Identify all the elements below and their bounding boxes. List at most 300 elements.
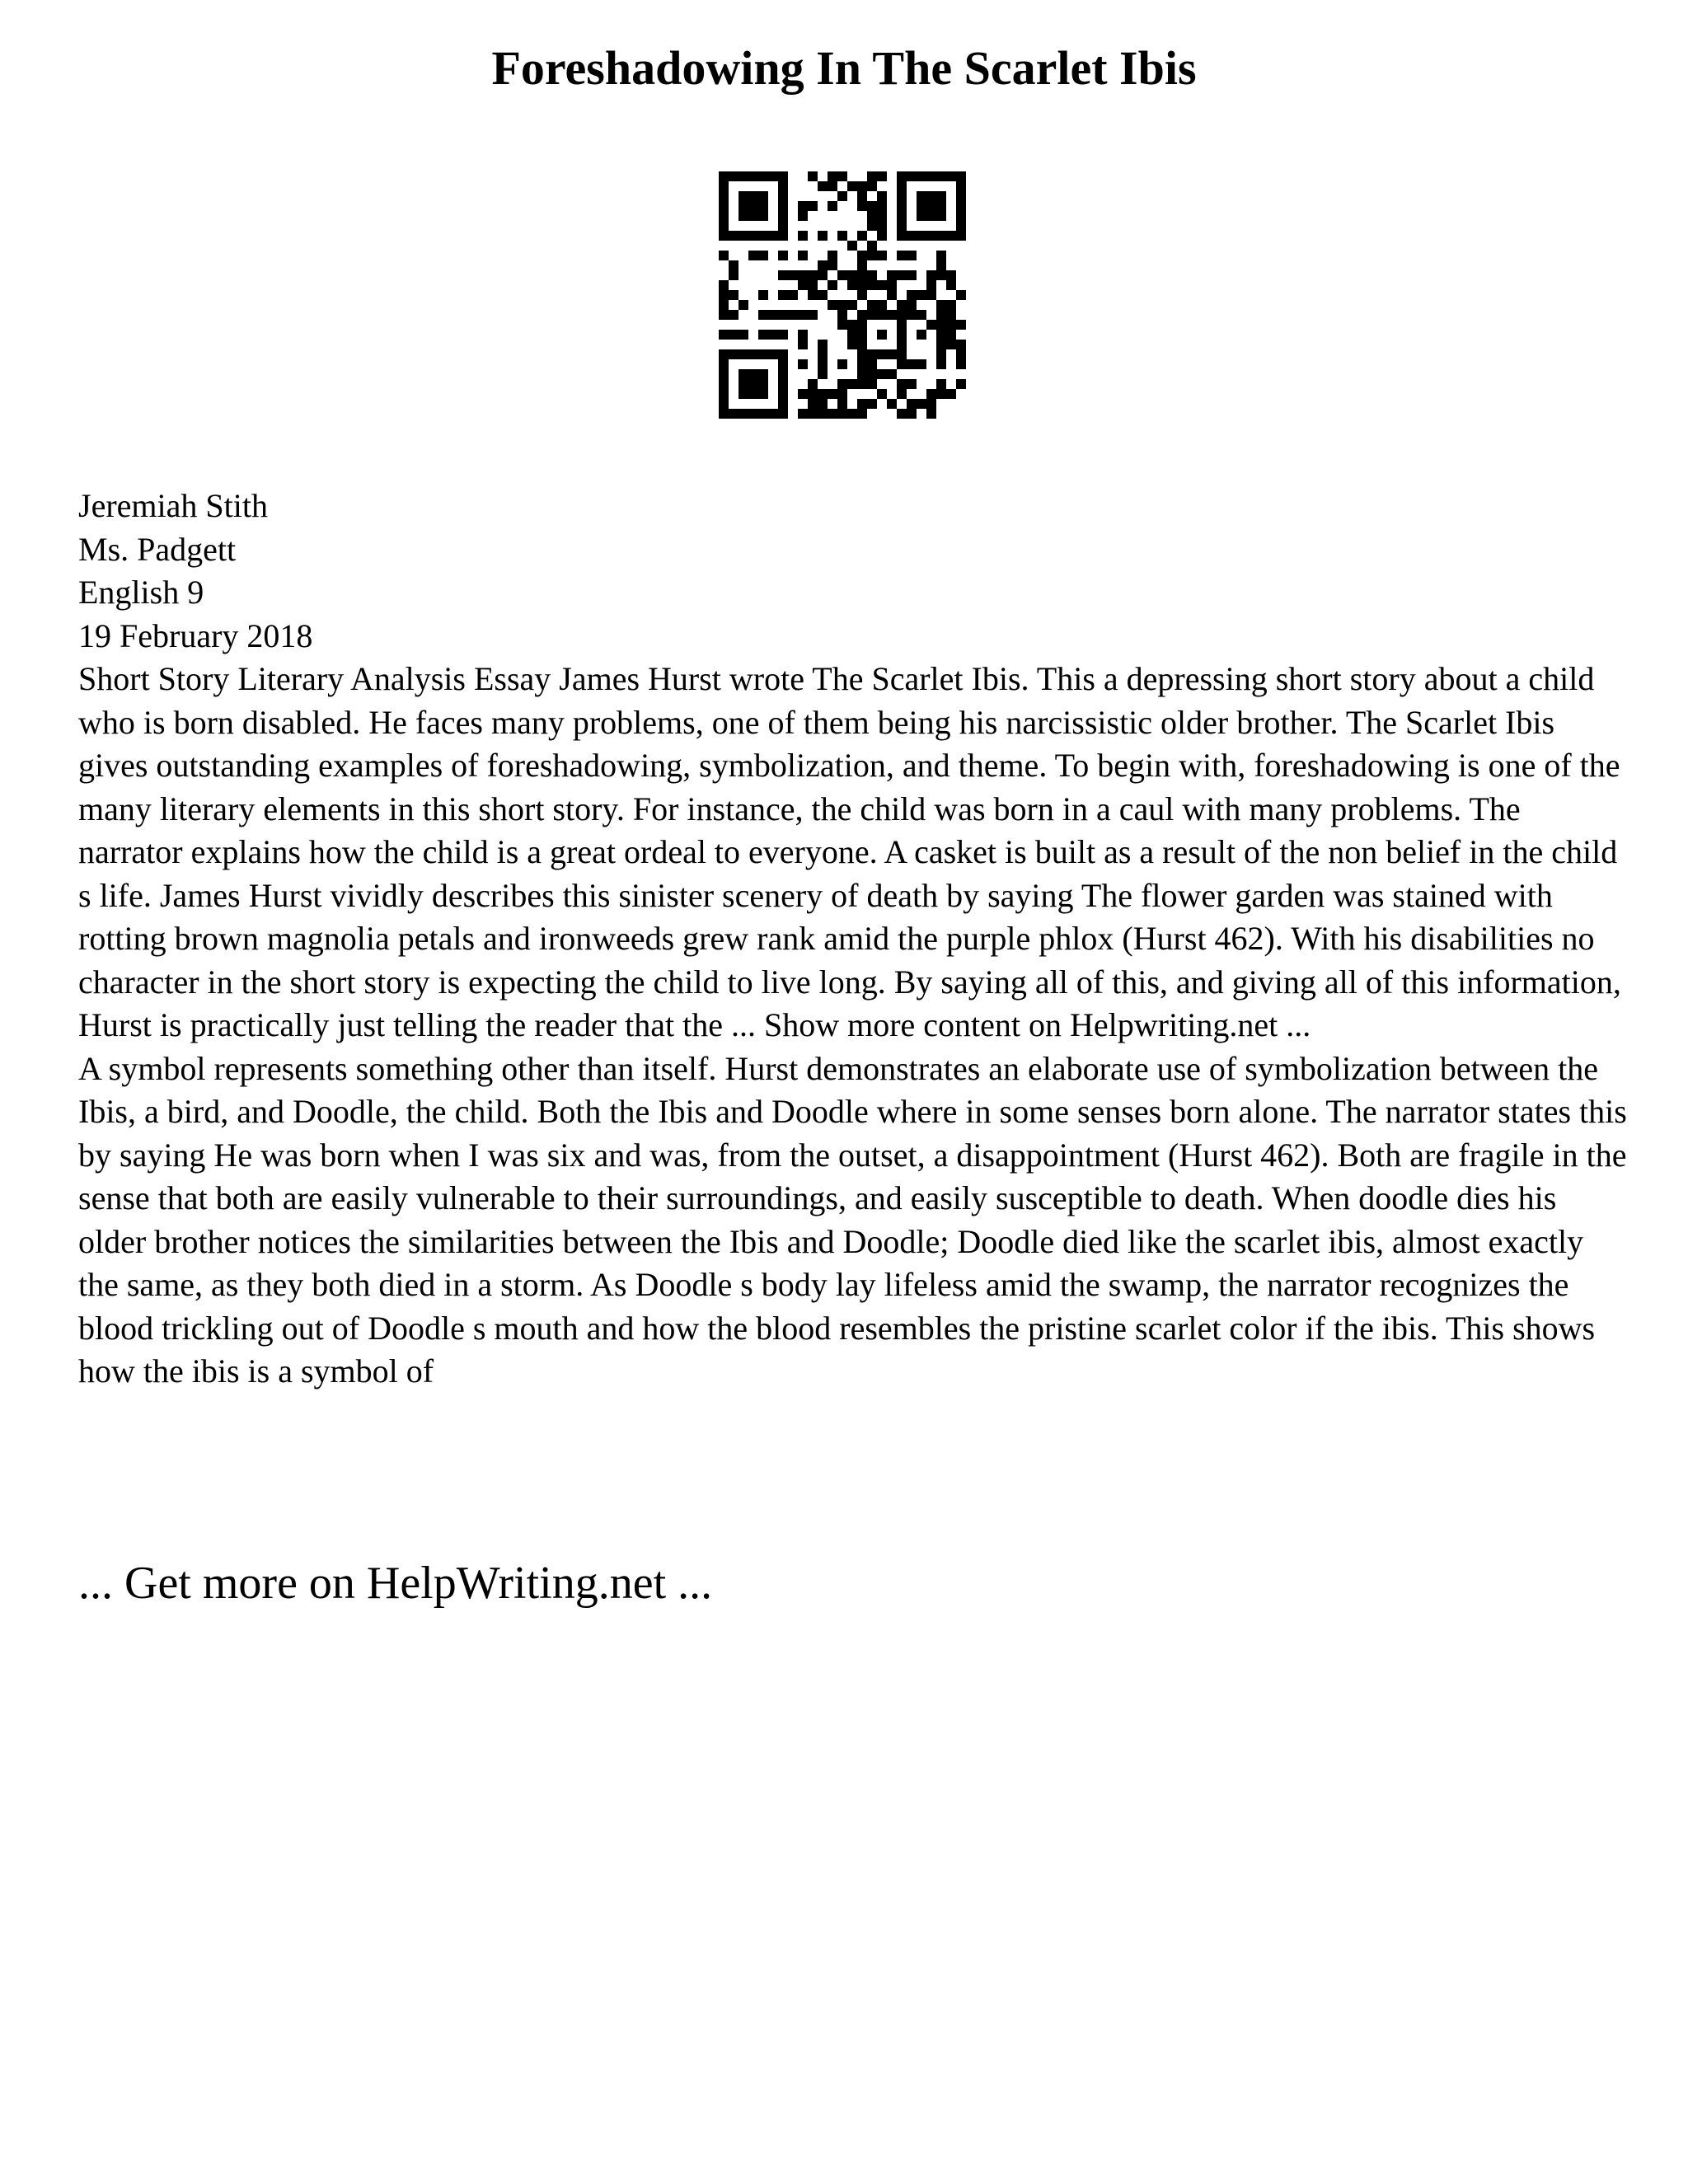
qr-module — [917, 171, 926, 181]
course-name: English 9 — [78, 574, 204, 611]
qr-module — [719, 280, 729, 290]
qr-module — [719, 191, 729, 201]
qr-module — [748, 379, 758, 389]
qr-module — [926, 399, 936, 409]
qr-module — [857, 280, 867, 290]
qr-module — [907, 379, 917, 389]
qr-module — [798, 280, 808, 290]
qr-module — [847, 181, 857, 191]
qr-module — [867, 310, 877, 320]
qr-module — [907, 300, 917, 310]
qr-module — [936, 201, 946, 211]
qr-module — [907, 359, 917, 369]
qr-module — [857, 399, 867, 409]
qr-module — [818, 260, 828, 270]
qr-module — [956, 171, 966, 181]
qr-module — [798, 389, 808, 399]
qr-module — [758, 330, 768, 340]
qr-module — [738, 369, 748, 379]
qr-module — [877, 221, 887, 231]
qr-module — [907, 251, 917, 260]
qr-module — [719, 171, 729, 181]
qr-module — [956, 320, 966, 330]
qr-module — [926, 320, 936, 330]
qr-module — [857, 409, 867, 419]
qr-module — [719, 290, 729, 300]
qr-module — [897, 389, 907, 399]
qr-module — [738, 201, 748, 211]
essay-paragraph-2: A symbol represents something other than itself. Hurst demonstrates an elaborate use of symbolization between the Ibis, a bird, and Doodle, the child. Both the Ibis and Doodle where in some senses born alone. The narrator states this by saying He was born when I was six and was, from the outset, a disappointment (Hurst 462). Both are fragile in the sense that both are easily vulnerable to their surroundings, and easily susceptible to death. When doodle dies his older brother notices the similarities between the Ibis and Doodle; Doodle died like the scarlet ibis, almost exactly the same, as they both died in a storm. As Doodle s body lay lifeless amid the swamp, the narrator recognizes the blood trickling out of Doodle s mouth and how the blood resembles the pristine scarlet color if the ibis. This shows how the ibis is a symbol of — [78, 1049, 1627, 1390]
qr-module — [946, 320, 956, 330]
qr-module — [857, 270, 867, 280]
teacher-name: Ms. Padgett — [78, 530, 237, 568]
qr-module — [758, 409, 768, 419]
qr-module — [729, 270, 738, 280]
qr-module — [758, 201, 768, 211]
qr-module — [857, 201, 867, 211]
qr-module — [867, 201, 877, 211]
qr-module — [758, 349, 768, 359]
qr-module — [738, 330, 748, 340]
qr-module — [778, 349, 788, 359]
qr-module — [808, 389, 818, 399]
qr-module — [887, 349, 897, 359]
qr-module — [936, 270, 946, 280]
qr-module — [956, 349, 966, 359]
qr-module — [867, 300, 877, 310]
qr-module — [778, 379, 788, 389]
qr-module — [758, 369, 768, 379]
qr-module — [738, 379, 748, 389]
qr-module — [729, 260, 738, 270]
qr-module — [758, 389, 768, 399]
qr-module — [758, 310, 768, 320]
qr-module — [897, 359, 907, 369]
qr-module — [946, 171, 956, 181]
qr-module — [857, 181, 867, 191]
qr-module — [857, 340, 867, 349]
qr-module — [857, 251, 867, 260]
qr-module — [778, 359, 788, 369]
qr-module — [719, 389, 729, 399]
qr-module — [818, 231, 828, 241]
qr-module — [867, 270, 877, 280]
qr-module — [926, 171, 936, 181]
qr-module — [837, 399, 847, 409]
qr-module — [867, 171, 877, 181]
qr-module — [719, 211, 729, 221]
qr-module — [798, 270, 808, 280]
qr-module — [926, 191, 936, 201]
qr-module — [748, 389, 758, 399]
qr-module — [768, 330, 778, 340]
qr-module — [907, 399, 917, 409]
qr-module — [778, 251, 788, 260]
qr-module — [936, 389, 946, 399]
qr-module — [729, 171, 738, 181]
qr-module — [738, 389, 748, 399]
qr-module — [887, 270, 897, 280]
qr-module — [778, 399, 788, 409]
qr-module — [798, 201, 808, 211]
qr-module — [798, 231, 808, 241]
qr-module — [719, 399, 729, 409]
qr-module — [758, 211, 768, 221]
qr-module — [887, 280, 897, 290]
qr-module — [818, 349, 828, 359]
qr-module — [719, 300, 729, 310]
qr-module — [719, 349, 729, 359]
qr-module — [917, 191, 926, 201]
qr-module — [758, 290, 768, 300]
qr-module — [867, 211, 877, 221]
qr-module — [847, 270, 857, 280]
qr-module — [857, 379, 867, 389]
qr-module — [719, 221, 729, 231]
qr-module — [758, 171, 768, 181]
qr-module — [768, 310, 778, 320]
qr-module — [897, 340, 907, 349]
qr-module — [897, 221, 907, 231]
qr-module — [936, 260, 946, 270]
qr-module — [897, 181, 907, 191]
qr-module — [738, 191, 748, 201]
qr-module — [946, 330, 956, 340]
qr-module — [897, 330, 907, 340]
qr-module — [808, 280, 818, 290]
qr-module — [867, 369, 877, 379]
qr-module — [758, 191, 768, 201]
qr-module — [837, 389, 847, 399]
qr-module — [946, 270, 956, 280]
qr-module — [748, 191, 758, 201]
qr-module — [956, 221, 966, 231]
qr-module — [828, 409, 837, 419]
qr-module — [719, 251, 729, 260]
qr-module — [917, 359, 926, 369]
qr-module — [719, 310, 729, 320]
qr-module — [936, 211, 946, 221]
qr-module — [729, 290, 738, 300]
qr-module — [867, 359, 877, 369]
qr-module — [907, 231, 917, 241]
qr-module — [936, 320, 946, 330]
qr-module — [729, 330, 738, 340]
qr-module — [828, 280, 837, 290]
qr-module — [867, 241, 877, 251]
qr-module — [936, 251, 946, 260]
qr-module — [828, 171, 837, 181]
qr-module — [788, 270, 798, 280]
qr-module — [788, 310, 798, 320]
qr-module — [719, 369, 729, 379]
qr-module — [897, 211, 907, 221]
qr-module — [877, 201, 887, 211]
qr-module — [719, 201, 729, 211]
qr-module — [936, 191, 946, 201]
qr-module — [897, 191, 907, 201]
qr-module — [818, 399, 828, 409]
qr-module — [758, 379, 768, 389]
qr-module — [798, 211, 808, 221]
qr-module — [857, 320, 867, 330]
qr-module — [778, 310, 788, 320]
qr-module — [956, 379, 966, 389]
qr-module — [877, 310, 887, 320]
qr-module — [877, 171, 887, 181]
qr-module — [847, 241, 857, 251]
get-more-link[interactable]: ... Get more on HelpWriting.net ... — [78, 1558, 713, 1609]
qr-module — [828, 389, 837, 399]
qr-module — [857, 231, 867, 241]
qr-module — [936, 349, 946, 359]
qr-module — [917, 231, 926, 241]
qr-module — [818, 290, 828, 300]
qr-module — [857, 369, 867, 379]
qr-module — [798, 340, 808, 349]
qr-module — [897, 320, 907, 330]
qr-module — [956, 181, 966, 191]
qr-module — [798, 251, 808, 260]
qr-module — [837, 231, 847, 241]
qr-module — [936, 330, 946, 340]
qr-module — [808, 290, 818, 300]
qr-module — [738, 211, 748, 221]
qr-module — [837, 191, 847, 201]
qr-module — [808, 201, 818, 211]
qr-module — [867, 181, 877, 191]
qr-module — [837, 310, 847, 320]
qr-module — [926, 270, 936, 280]
qr-module — [847, 379, 857, 389]
qr-module — [748, 409, 758, 419]
qr-module — [917, 330, 926, 340]
qr-module — [897, 310, 907, 320]
qr-module — [946, 340, 956, 349]
qr-module — [748, 211, 758, 221]
qr-module — [837, 409, 847, 419]
qr-module — [778, 221, 788, 231]
qr-module — [897, 300, 907, 310]
qr-module — [758, 251, 768, 260]
qr-module — [808, 310, 818, 320]
qr-module — [877, 389, 887, 399]
qr-module — [857, 310, 867, 320]
qr-module — [778, 191, 788, 201]
qr-module — [857, 260, 867, 270]
qr-module — [748, 201, 758, 211]
qr-module — [837, 320, 847, 330]
qr-module — [877, 330, 887, 340]
qr-module — [897, 201, 907, 211]
qr-module — [818, 270, 828, 280]
qr-module — [818, 359, 828, 369]
qr-module — [738, 409, 748, 419]
qr-module — [808, 171, 818, 181]
qr-module — [897, 409, 907, 419]
qr-module — [778, 211, 788, 221]
qr-module — [907, 290, 917, 300]
qr-module — [877, 300, 887, 310]
qr-module — [877, 369, 887, 379]
qr-module — [857, 191, 867, 201]
qr-module — [867, 379, 877, 389]
qr-module — [828, 251, 837, 260]
qr-module — [738, 171, 748, 181]
essay-paragraph-1: Short Story Literary Analysis Essay James Hurst wrote The Scarlet Ibis. This a depressing short story about a child who is born disabled. He faces many problems, one of them being his narcissistic older brother. The Scarlet Ibis gives outstanding examples of foreshadowing, symbolization, and theme. To begin with, foreshadowing is one of the many literary elements in this short story. For instance, the child was born in a caul with many problems. The narrator explains how the child is a great ordeal to everyone. A casket is built as a result of the non belief in the child s life. James Hurst vividly describes this sinister scenery of death by saying The flower garden was stained with rotting brown magnolia petals and ironweeds grew rank amid the purple phlox (Hurst 462). With his disabilities no character in the short story is expecting the child to live long. By saying all of this, and giving all of this information, Hurst is practically just telling the reader that the ... Show more content on Helpwriting.net ... — [78, 660, 1621, 1043]
qr-module — [729, 409, 738, 419]
qr-module — [867, 251, 877, 260]
qr-module — [837, 379, 847, 389]
qr-module — [847, 280, 857, 290]
qr-module — [956, 211, 966, 221]
qr-module — [778, 290, 788, 300]
qr-module — [956, 290, 966, 300]
qr-module — [956, 191, 966, 201]
qr-module — [719, 330, 729, 340]
qr-module — [778, 231, 788, 241]
qr-module — [897, 379, 907, 389]
qr-module — [887, 369, 897, 379]
qr-module — [837, 270, 847, 280]
qr-module — [877, 280, 887, 290]
qr-module — [738, 231, 748, 241]
qr-module — [917, 211, 926, 221]
qr-module — [828, 181, 837, 191]
qr-module — [867, 349, 877, 359]
qr-module — [818, 409, 828, 419]
qr-module — [867, 280, 877, 290]
qr-module — [729, 231, 738, 241]
qr-module — [837, 171, 847, 181]
qr-module — [946, 310, 956, 320]
qr-module — [936, 300, 946, 310]
qr-module — [956, 340, 966, 349]
qr-module — [936, 310, 946, 320]
qr-module — [926, 389, 936, 399]
qr-module — [936, 171, 946, 181]
qr-module — [917, 310, 926, 320]
qr-module — [738, 349, 748, 359]
qr-code-icon — [719, 171, 966, 419]
qr-module — [778, 330, 788, 340]
qr-module — [719, 379, 729, 389]
qr-module — [808, 270, 818, 280]
qr-module — [926, 201, 936, 211]
qr-module — [778, 270, 788, 280]
qr-module — [946, 300, 956, 310]
qr-module — [917, 201, 926, 211]
qr-module — [818, 369, 828, 379]
qr-module — [887, 310, 897, 320]
qr-module — [877, 231, 887, 241]
qr-module — [847, 300, 857, 310]
qr-module — [936, 359, 946, 369]
qr-module — [857, 290, 867, 300]
qr-module — [778, 201, 788, 211]
qr-module — [758, 231, 768, 241]
qr-module — [778, 389, 788, 399]
qr-module — [847, 409, 857, 419]
qr-module — [917, 290, 926, 300]
qr-module — [808, 379, 818, 389]
qr-module — [926, 280, 936, 290]
qr-module — [926, 211, 936, 221]
qr-module — [729, 310, 738, 320]
qr-module — [917, 399, 926, 409]
qr-module — [729, 349, 738, 359]
qr-module — [897, 171, 907, 181]
qr-module — [936, 231, 946, 241]
qr-module — [926, 231, 936, 241]
qr-module — [877, 191, 887, 201]
qr-module — [907, 171, 917, 181]
qr-module — [956, 201, 966, 211]
qr-module — [877, 349, 887, 359]
qr-module — [847, 340, 857, 349]
qr-module — [946, 231, 956, 241]
qr-module — [946, 280, 956, 290]
qr-module — [936, 340, 946, 349]
qr-module — [897, 231, 907, 241]
qr-module — [857, 349, 867, 359]
qr-module — [719, 231, 729, 241]
qr-module — [808, 409, 818, 419]
qr-module — [818, 181, 828, 191]
qr-module — [907, 409, 917, 419]
qr-module — [907, 310, 917, 320]
qr-module — [887, 290, 897, 300]
qr-module — [897, 349, 907, 359]
qr-module — [748, 171, 758, 181]
qr-module — [748, 251, 758, 260]
qr-module — [837, 359, 847, 369]
qr-module — [778, 171, 788, 181]
qr-code-graphic — [719, 171, 966, 419]
qr-module — [778, 409, 788, 419]
qr-module — [847, 330, 857, 340]
qr-module — [808, 399, 818, 409]
qr-module — [788, 290, 798, 300]
qr-module — [828, 260, 837, 270]
qr-module — [897, 251, 907, 260]
qr-module — [877, 251, 887, 260]
qr-module — [778, 369, 788, 379]
qr-module — [798, 359, 808, 369]
qr-module — [818, 340, 828, 349]
qr-module — [857, 330, 867, 340]
qr-module — [946, 389, 956, 399]
qr-module — [877, 211, 887, 221]
qr-module — [798, 330, 808, 340]
qr-module — [837, 300, 847, 310]
document-title: Foreshadowing In The Scarlet Ibis — [491, 41, 1197, 95]
qr-module — [768, 171, 778, 181]
qr-module — [738, 300, 748, 310]
qr-module — [867, 399, 877, 409]
qr-module — [748, 369, 758, 379]
qr-module — [818, 389, 828, 399]
qr-module — [897, 270, 907, 280]
qr-module — [956, 359, 966, 369]
qr-module — [748, 349, 758, 359]
qr-module — [778, 181, 788, 191]
qr-module — [768, 409, 778, 419]
qr-module — [719, 359, 729, 369]
qr-module — [926, 290, 936, 300]
qr-module — [719, 409, 729, 419]
qr-module — [798, 409, 808, 419]
